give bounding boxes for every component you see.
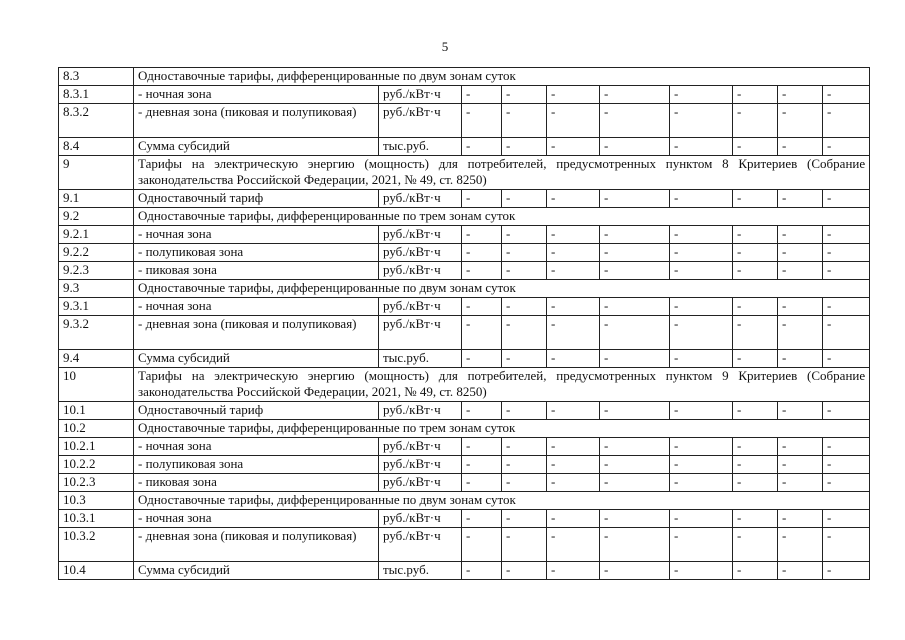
value-cell: - <box>670 86 733 104</box>
row-name: - пиковая зона <box>134 474 379 492</box>
row-name: - полупиковая зона <box>134 456 379 474</box>
value-cell: - <box>778 226 823 244</box>
value-cell: - <box>600 138 670 156</box>
value-cell: - <box>670 510 733 528</box>
value-cell: - <box>733 562 778 580</box>
value-cell: - <box>733 316 778 350</box>
row-name: - ночная зона <box>134 298 379 316</box>
value-cell: - <box>600 528 670 562</box>
row-number: 10.2.1 <box>59 438 134 456</box>
value-cell: - <box>600 438 670 456</box>
value-cell: - <box>502 190 547 208</box>
table-row <box>59 208 870 226</box>
table-row <box>59 190 870 208</box>
value-cell: - <box>733 138 778 156</box>
value-cell: - <box>733 456 778 474</box>
value-cell: - <box>823 562 870 580</box>
value-cell: - <box>823 316 870 350</box>
value-cell: - <box>733 402 778 420</box>
value-cell: - <box>547 562 600 580</box>
value-cell: - <box>600 474 670 492</box>
value-cell: - <box>462 298 502 316</box>
value-cell: - <box>778 190 823 208</box>
value-cell: - <box>823 510 870 528</box>
value-cell: - <box>778 138 823 156</box>
table-row <box>59 420 870 438</box>
section-heading: Одноставочные тарифы, дифференцированные по трем зонам суток <box>134 208 870 226</box>
value-cell: - <box>823 402 870 420</box>
row-number: 8.3.1 <box>59 86 134 104</box>
table-row <box>59 226 870 244</box>
row-number: 9 <box>59 156 134 190</box>
row-number: 8.3.2 <box>59 104 134 138</box>
value-cell: - <box>600 350 670 368</box>
value-cell: - <box>547 244 600 262</box>
value-cell: - <box>502 138 547 156</box>
unit: руб./кВт·ч <box>379 474 462 492</box>
value-cell: - <box>502 438 547 456</box>
value-cell: - <box>778 350 823 368</box>
value-cell: - <box>733 226 778 244</box>
table-body <box>59 68 870 580</box>
row-number: 9.1 <box>59 190 134 208</box>
value-cell: - <box>502 474 547 492</box>
value-cell: - <box>600 244 670 262</box>
value-cell: - <box>462 528 502 562</box>
value-cell: - <box>547 510 600 528</box>
table-row <box>59 262 870 280</box>
value-cell: - <box>502 226 547 244</box>
table-row <box>59 280 870 298</box>
value-cell: - <box>670 190 733 208</box>
value-cell: - <box>670 316 733 350</box>
section-heading: Одноставочные тарифы, дифференцированные по трем зонам суток <box>134 420 870 438</box>
value-cell: - <box>547 402 600 420</box>
value-cell: - <box>502 402 547 420</box>
row-number: 9.3.2 <box>59 316 134 350</box>
table-row <box>59 138 870 156</box>
value-cell: - <box>823 190 870 208</box>
value-cell: - <box>733 350 778 368</box>
value-cell: - <box>823 438 870 456</box>
value-cell: - <box>600 298 670 316</box>
table-row <box>59 244 870 262</box>
value-cell: - <box>547 474 600 492</box>
value-cell: - <box>823 244 870 262</box>
value-cell: - <box>778 244 823 262</box>
unit: руб./кВт·ч <box>379 190 462 208</box>
value-cell: - <box>670 402 733 420</box>
value-cell: - <box>502 86 547 104</box>
value-cell: - <box>823 298 870 316</box>
table-row <box>59 562 870 580</box>
row-name: - ночная зона <box>134 510 379 528</box>
tariff-table <box>58 67 870 580</box>
value-cell: - <box>670 456 733 474</box>
value-cell: - <box>600 456 670 474</box>
value-cell: - <box>670 438 733 456</box>
value-cell: - <box>502 262 547 280</box>
value-cell: - <box>502 528 547 562</box>
row-name: - ночная зона <box>134 438 379 456</box>
unit: руб./кВт·ч <box>379 402 462 420</box>
unit: руб./кВт·ч <box>379 456 462 474</box>
row-number: 10.3 <box>59 492 134 510</box>
value-cell: - <box>778 104 823 138</box>
value-cell: - <box>462 316 502 350</box>
value-cell: - <box>462 456 502 474</box>
value-cell: - <box>778 438 823 456</box>
value-cell: - <box>462 262 502 280</box>
row-name: Одноставочный тариф <box>134 190 379 208</box>
unit: руб./кВт·ч <box>379 528 462 562</box>
value-cell: - <box>600 402 670 420</box>
row-number: 10.2.3 <box>59 474 134 492</box>
row-name: Одноставочный тариф <box>134 402 379 420</box>
value-cell: - <box>547 262 600 280</box>
value-cell: - <box>502 350 547 368</box>
value-cell: - <box>547 138 600 156</box>
row-number: 9.2.2 <box>59 244 134 262</box>
value-cell: - <box>547 316 600 350</box>
row-number: 10.1 <box>59 402 134 420</box>
value-cell: - <box>462 104 502 138</box>
row-number: 9.3.1 <box>59 298 134 316</box>
value-cell: - <box>778 262 823 280</box>
row-name: - дневная зона (пиковая и полупиковая) <box>134 528 379 562</box>
value-cell: - <box>670 474 733 492</box>
value-cell: - <box>502 510 547 528</box>
value-cell: - <box>823 350 870 368</box>
value-cell: - <box>670 226 733 244</box>
value-cell: - <box>778 298 823 316</box>
value-cell: - <box>670 298 733 316</box>
value-cell: - <box>462 350 502 368</box>
value-cell: - <box>462 244 502 262</box>
row-name: - ночная зона <box>134 86 379 104</box>
table-row <box>59 68 870 86</box>
row-number: 8.4 <box>59 138 134 156</box>
table-row <box>59 528 870 562</box>
value-cell: - <box>600 86 670 104</box>
value-cell: - <box>733 298 778 316</box>
row-number: 10.3.1 <box>59 510 134 528</box>
value-cell: - <box>823 138 870 156</box>
value-cell: - <box>778 510 823 528</box>
value-cell: - <box>778 86 823 104</box>
value-cell: - <box>502 562 547 580</box>
value-cell: - <box>502 298 547 316</box>
value-cell: - <box>733 190 778 208</box>
value-cell: - <box>670 262 733 280</box>
row-name: Сумма субсидий <box>134 138 379 156</box>
value-cell: - <box>600 562 670 580</box>
unit: руб./кВт·ч <box>379 86 462 104</box>
value-cell: - <box>670 138 733 156</box>
value-cell: - <box>670 528 733 562</box>
value-cell: - <box>547 298 600 316</box>
value-cell: - <box>502 104 547 138</box>
table-row <box>59 368 870 402</box>
row-name: - дневная зона (пиковая и полупиковая) <box>134 104 379 138</box>
section-heading: Одноставочные тарифы, дифференцированные по двум зонам суток <box>134 280 870 298</box>
value-cell: - <box>733 438 778 456</box>
value-cell: - <box>600 262 670 280</box>
value-cell: - <box>670 350 733 368</box>
value-cell: - <box>823 262 870 280</box>
value-cell: - <box>778 528 823 562</box>
value-cell: - <box>778 562 823 580</box>
value-cell: - <box>462 86 502 104</box>
section-heading: Одноставочные тарифы, дифференцированные по двум зонам суток <box>134 492 870 510</box>
value-cell: - <box>600 190 670 208</box>
value-cell: - <box>733 528 778 562</box>
unit: руб./кВт·ч <box>379 262 462 280</box>
unit: руб./кВт·ч <box>379 226 462 244</box>
section-heading: Тарифы на электрическую энергию (мощность) для потребителей, предусмотренных пунктом 9 Критериев (Собрание законодательства Российской Федерации, 2021, № 49, ст. 8250) <box>134 368 870 402</box>
value-cell: - <box>547 438 600 456</box>
value-cell: - <box>733 262 778 280</box>
row-number: 10 <box>59 368 134 402</box>
table-row <box>59 510 870 528</box>
value-cell: - <box>733 104 778 138</box>
row-name: - ночная зона <box>134 226 379 244</box>
row-number: 10.3.2 <box>59 528 134 562</box>
row-number: 9.2.1 <box>59 226 134 244</box>
table-row <box>59 156 870 190</box>
value-cell: - <box>600 104 670 138</box>
row-number: 10.2 <box>59 420 134 438</box>
row-number: 10.4 <box>59 562 134 580</box>
value-cell: - <box>547 226 600 244</box>
table-row <box>59 86 870 104</box>
unit: тыс.руб. <box>379 138 462 156</box>
section-heading: Тарифы на электрическую энергию (мощность) для потребителей, предусмотренных пунктом 8 Критериев (Собрание законодательства Российской Федерации, 2021, № 49, ст. 8250) <box>134 156 870 190</box>
value-cell: - <box>600 316 670 350</box>
value-cell: - <box>462 190 502 208</box>
table-row <box>59 438 870 456</box>
section-heading: Одноставочные тарифы, дифференцированные по двум зонам суток <box>134 68 870 86</box>
row-number: 8.3 <box>59 68 134 86</box>
value-cell: - <box>600 226 670 244</box>
value-cell: - <box>502 456 547 474</box>
value-cell: - <box>462 562 502 580</box>
value-cell: - <box>600 510 670 528</box>
value-cell: - <box>778 402 823 420</box>
value-cell: - <box>502 316 547 350</box>
value-cell: - <box>778 474 823 492</box>
unit: руб./кВт·ч <box>379 104 462 138</box>
row-number: 9.4 <box>59 350 134 368</box>
table-row <box>59 316 870 350</box>
row-number: 9.3 <box>59 280 134 298</box>
row-number: 10.2.2 <box>59 456 134 474</box>
value-cell: - <box>547 190 600 208</box>
row-name: - пиковая зона <box>134 262 379 280</box>
row-name: Сумма субсидий <box>134 350 379 368</box>
table-row <box>59 492 870 510</box>
value-cell: - <box>547 528 600 562</box>
unit: руб./кВт·ч <box>379 510 462 528</box>
value-cell: - <box>502 244 547 262</box>
value-cell: - <box>670 104 733 138</box>
unit: руб./кВт·ч <box>379 438 462 456</box>
value-cell: - <box>462 510 502 528</box>
table-row <box>59 350 870 368</box>
value-cell: - <box>547 104 600 138</box>
unit: тыс.руб. <box>379 350 462 368</box>
value-cell: - <box>778 316 823 350</box>
value-cell: - <box>462 438 502 456</box>
table-row <box>59 456 870 474</box>
value-cell: - <box>462 138 502 156</box>
table-row <box>59 402 870 420</box>
value-cell: - <box>823 528 870 562</box>
value-cell: - <box>733 86 778 104</box>
value-cell: - <box>778 456 823 474</box>
unit: руб./кВт·ч <box>379 316 462 350</box>
unit: руб./кВт·ч <box>379 298 462 316</box>
value-cell: - <box>462 474 502 492</box>
row-number: 9.2 <box>59 208 134 226</box>
table-row <box>59 474 870 492</box>
row-name: - полупиковая зона <box>134 244 379 262</box>
row-name: - дневная зона (пиковая и полупиковая) <box>134 316 379 350</box>
value-cell: - <box>733 474 778 492</box>
page-number: 5 <box>441 39 449 54</box>
value-cell: - <box>733 510 778 528</box>
value-cell: - <box>823 86 870 104</box>
row-name: Сумма субсидий <box>134 562 379 580</box>
value-cell: - <box>823 226 870 244</box>
value-cell: - <box>733 244 778 262</box>
value-cell: - <box>670 244 733 262</box>
value-cell: - <box>462 226 502 244</box>
value-cell: - <box>670 562 733 580</box>
unit: тыс.руб. <box>379 562 462 580</box>
value-cell: - <box>547 456 600 474</box>
value-cell: - <box>823 104 870 138</box>
table-row <box>59 104 870 138</box>
row-number: 9.2.3 <box>59 262 134 280</box>
value-cell: - <box>547 86 600 104</box>
value-cell: - <box>547 350 600 368</box>
table-row <box>59 298 870 316</box>
value-cell: - <box>823 474 870 492</box>
value-cell: - <box>462 402 502 420</box>
unit: руб./кВт·ч <box>379 244 462 262</box>
value-cell: - <box>823 456 870 474</box>
